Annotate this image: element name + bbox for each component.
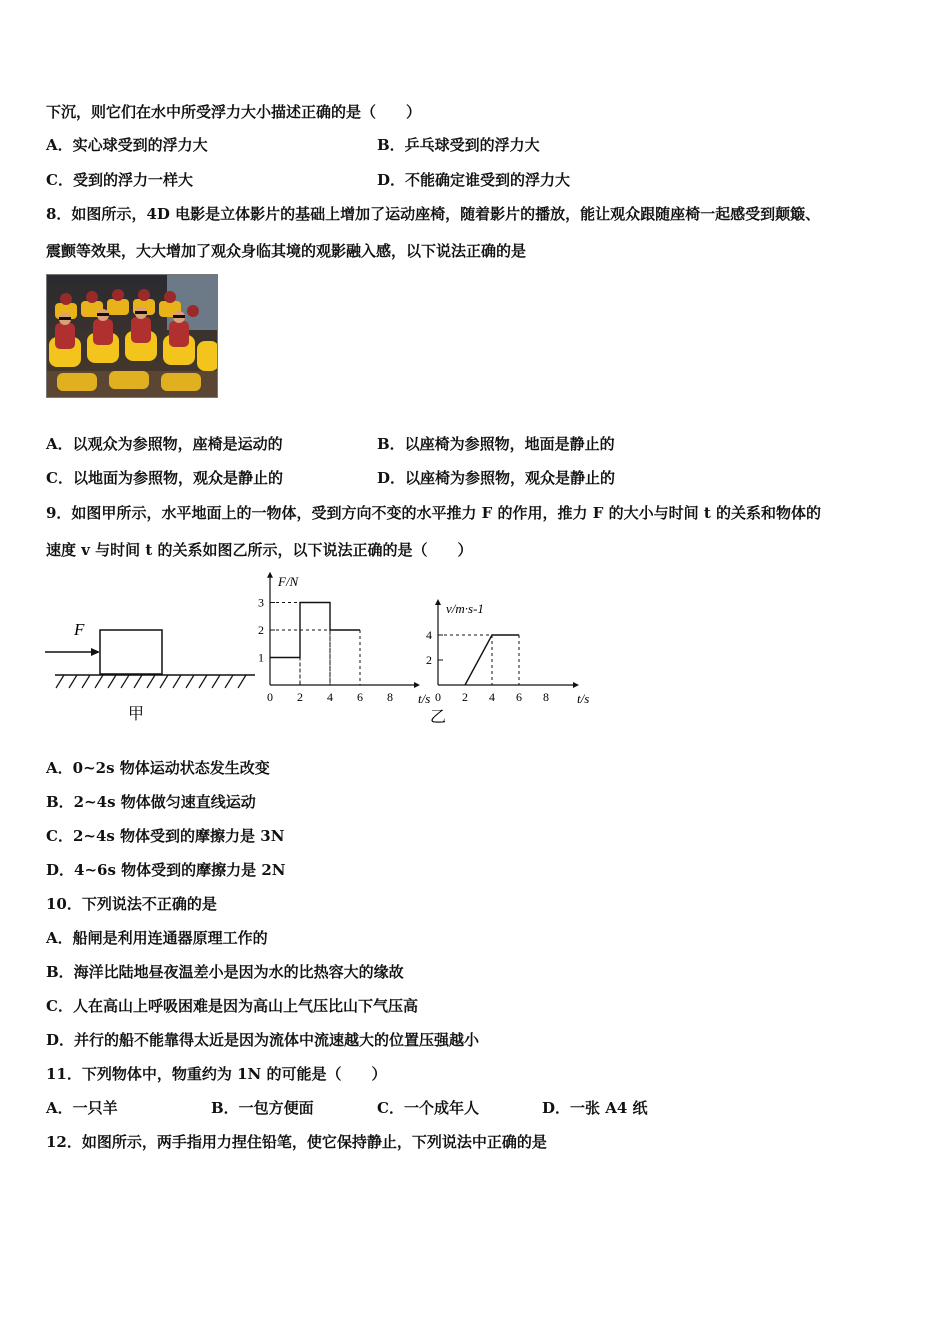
y-tick-label: 2 xyxy=(426,653,432,667)
q11-stem: 11．下列物体中，物重约为 1N 的可能是（ ） xyxy=(46,1065,387,1083)
y-tick-label: 2 xyxy=(258,623,264,637)
q7-stem: 下沉，则它们在水中所受浮力大小描述正确的是（ ） xyxy=(46,103,422,121)
q9-stem-line1: 9．如图甲所示，水平地面上的一物体，受到方向不变的水平推力 F 的作用，推力 F 的大小与时间 t 的关系和物体的 xyxy=(46,504,822,522)
x-tick-label: 6 xyxy=(516,690,522,704)
chart-ft xyxy=(258,572,430,706)
x-tick-label: 6 xyxy=(357,690,363,704)
y-axis-label: v/m·s-1 xyxy=(446,601,484,616)
q9-option-a: A．0~2s 物体运动状态发生改变 xyxy=(46,759,270,777)
q9-option-b: B．2~4s 物体做匀速直线运动 xyxy=(46,793,256,811)
cinema-photo xyxy=(46,274,218,398)
q7-option-a: A．实心球受到的浮力大 xyxy=(46,136,208,154)
y-axis-arrow xyxy=(267,572,273,578)
chart-yi xyxy=(240,570,620,730)
q8-option-a: A．以观众为参照物，座椅是运动的 xyxy=(46,435,283,453)
x-tick-label: 2 xyxy=(462,690,468,704)
x-tick-label: 4 xyxy=(327,690,333,704)
x-axis-arrow xyxy=(414,682,420,688)
q9-option-c: C．2~4s 物体受到的摩擦力是 3N xyxy=(46,827,285,845)
q8-option-b: B．以座椅为参照物，地面是静止的 xyxy=(377,435,615,453)
x-tick-label: 4 xyxy=(489,690,495,704)
q7-option-b: B．乒乓球受到的浮力大 xyxy=(377,136,540,154)
chart-vt xyxy=(426,599,589,706)
figure-jia xyxy=(40,615,270,730)
x-tick-label: 8 xyxy=(543,690,549,704)
block xyxy=(100,630,162,674)
q11-option-d: D．一张 A4 纸 xyxy=(542,1099,648,1117)
q7-option-c: C．受到的浮力一样大 xyxy=(46,171,193,189)
label-jia: 甲 xyxy=(128,706,145,723)
x-axis-label: t/s xyxy=(577,691,590,706)
x-tick-label: 8 xyxy=(387,690,393,704)
q8-stem-line1: 8．如图所示，4D 电影是立体影片的基础上增加了运动座椅，随着影片的播放，能让观众跟随座椅一起感受到颠簸、 xyxy=(46,205,821,223)
q10-stem: 10．下列说法不正确的是 xyxy=(46,895,217,913)
y-tick-label: 1 xyxy=(258,650,264,665)
y-axis-label: F/N xyxy=(278,573,299,589)
force-label: F xyxy=(74,620,85,639)
ground-hatch xyxy=(56,675,246,688)
q7-option-d: D．不能确定谁受到的浮力大 xyxy=(377,171,571,189)
q10-option-b: B．海洋比陆地昼夜温差小是因为水的比热容大的缘故 xyxy=(46,963,404,981)
q8-stem-line2: 震颤等效果，大大增加了观众身临其境的观影融入感，以下说法正确的是 xyxy=(46,242,527,260)
label-yi: 乙 xyxy=(430,709,447,726)
x-tick-label: 0 xyxy=(435,690,441,704)
q10-option-a: A．船闸是利用连通器原理工作的 xyxy=(46,929,268,947)
y-tick-label: 4 xyxy=(426,628,432,642)
q12-stem: 12．如图所示，两手指用力捏住铅笔，使它保持静止，下列说法中正确的是 xyxy=(46,1133,547,1151)
q11-option-c: C．一个成年人 xyxy=(377,1099,479,1117)
x-axis-label: t/s xyxy=(418,691,431,706)
q9-option-d: D．4~6s 物体受到的摩擦力是 2N xyxy=(46,861,286,879)
q8-option-c: C．以地面为参照物，观众是静止的 xyxy=(46,469,283,487)
force-arrow-head xyxy=(91,648,100,656)
x-tick-label: 0 xyxy=(267,690,273,704)
q10-option-c: C．人在高山上呼吸困难是因为高山上气压比山下气压高 xyxy=(46,997,418,1015)
q11-option-b: B．一包方便面 xyxy=(211,1099,314,1117)
q10-option-d: D．并行的船不能靠得太近是因为流体中流速越大的位置压强越小 xyxy=(46,1031,480,1049)
x-tick-label: 2 xyxy=(297,690,303,704)
q11-option-a: A．一只羊 xyxy=(46,1099,118,1117)
y-tick-label: 3 xyxy=(258,595,264,610)
x-axis-arrow xyxy=(573,682,579,688)
y-axis-arrow xyxy=(435,599,441,605)
q8-option-d: D．以座椅为参照物，观众是静止的 xyxy=(377,469,616,487)
q9-stem-line2: 速度 v 与时间 t 的关系如图乙所示，以下说法正确的是（ ） xyxy=(46,541,473,559)
